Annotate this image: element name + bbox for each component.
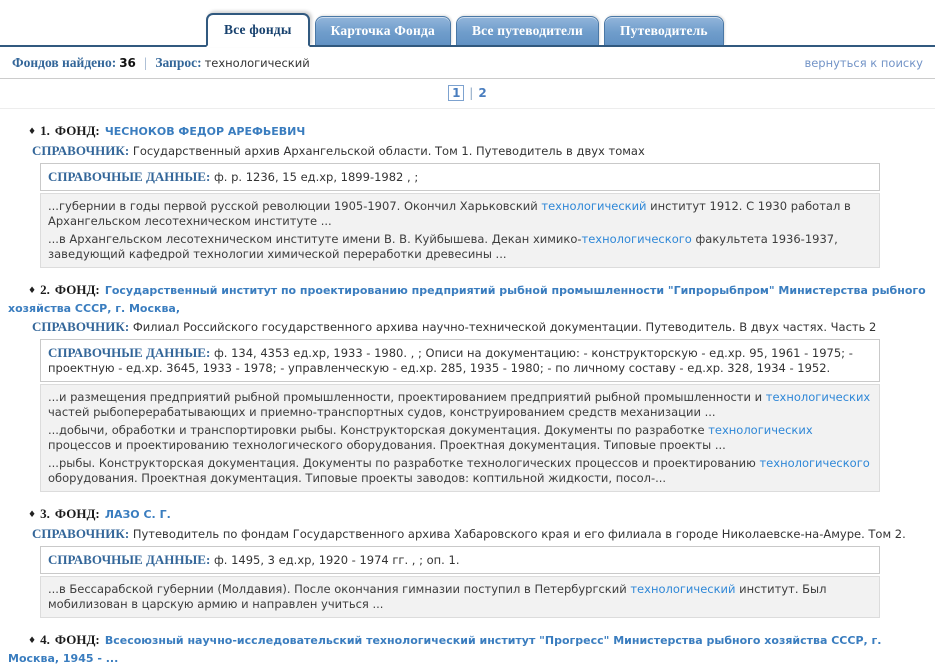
snippet-paragraph (48, 390, 872, 420)
fund-title-link[interactable]: ЛАЗО С. Г. (104, 508, 171, 521)
reference-data-label: СПРАВОЧНЫЕ ДАННЫЕ: (48, 345, 211, 360)
fund-label: ФОНД: (54, 123, 100, 138)
result-entry (0, 122, 935, 268)
fund-title-link[interactable]: Государственный институт по проектированию предприятий рыбной промышленности "Гипрорыбпром" Министерства рыбного хозяйства СССР, г. Москва, (8, 284, 926, 315)
handbook-line (0, 526, 935, 542)
reference-data-text: ф. р. 1236, 15 ед.хр, 1899-1982 , ; (213, 170, 419, 184)
query-value: технологический (204, 56, 310, 70)
handbook-text: Путеводитель по фондам Государственного архива Хабаровского края и его филиала в городе Николаевске-на-Амуре. Том 2. (132, 527, 906, 541)
bullet-icon: ♦ (28, 510, 37, 520)
snippet-paragraph (48, 456, 872, 486)
results-summary (12, 55, 310, 71)
bullet-icon: ♦ (28, 636, 37, 646)
page-2-link[interactable]: 2 (478, 86, 487, 100)
tab-all-guides[interactable]: Все путеводители (456, 16, 599, 45)
result-entry (0, 281, 935, 492)
entry-number: 4. (40, 632, 50, 647)
fund-title-link[interactable]: ЧЕСНОКОВ ФЕДОР АРЕФЬЕВИЧ (104, 125, 306, 138)
snippet-text: процессов и проектированию технологического оборудования. Проектная документация. Типовые проекты ... (48, 438, 726, 452)
bullet-icon: ♦ (28, 127, 37, 137)
handbook-text: Государственный архив Архангельской области. Том 1. Путеводитель в двух томах (132, 144, 645, 158)
results-info-bar (0, 47, 935, 79)
reference-data-box (40, 546, 880, 574)
handbook-label: СПРАВОЧНИК: (32, 526, 130, 541)
found-label: Фондов найдено: (12, 55, 117, 70)
entry-number: 2. (40, 282, 50, 297)
snippet-box (40, 384, 880, 492)
summary-separator: | (144, 55, 147, 70)
back-to-search-link[interactable]: вернуться к поиску (804, 56, 923, 70)
snippet-paragraph (48, 232, 872, 262)
snippet-box (40, 576, 880, 618)
snippet-paragraph (48, 582, 872, 612)
highlighted-term: технологический (541, 199, 647, 213)
fund-title-link[interactable]: Всесоюзный научно-исследовательский технологический институт "Прогресс" Министерства рыбного хозяйства СССР, г. Москва, 1945 - ... (8, 634, 882, 665)
entry-number: 1. (40, 123, 50, 138)
snippet-text: частей рыбоперерабатывающих и приемно-транспортных судов, конструированием средств механизации ... (48, 405, 716, 419)
handbook-line (0, 143, 935, 159)
fund-label: ФОНД: (54, 632, 100, 647)
pagination (0, 79, 935, 109)
handbook-line (0, 319, 935, 335)
highlighted-term: технологического (759, 456, 870, 470)
reference-data-label: СПРАВОЧНЫЕ ДАННЫЕ: (48, 169, 211, 184)
snippet-text: ...в Бессарабской губернии (Молдавия). После окончания гимназии поступил в Петербургский (48, 582, 631, 596)
snippet-paragraph (48, 199, 872, 229)
tab-fund-card[interactable]: Карточка Фонда (315, 16, 451, 45)
snippet-text: ...рыбы. Конструкторская документация. Документы по разработке технологических процессов и проектированию (48, 456, 760, 470)
snippet-text: институт. Был мобилизован в царскую армию и направлен учиться ... (48, 582, 827, 611)
entry-number: 3. (40, 506, 50, 521)
reference-data-box (40, 339, 880, 382)
found-count: 36 (119, 56, 136, 70)
snippet-text: ...губернии в годы первой русской революции 1905-1907. Окончил Харьковский (48, 199, 542, 213)
result-entry (0, 631, 935, 666)
snippet-text: ...и размещения предприятий рыбной промышленности, проектированием предприятий рыбной промышленности и (48, 390, 766, 404)
query-label: Запрос: (155, 55, 202, 70)
reference-data-label: СПРАВОЧНЫЕ ДАННЫЕ: (48, 552, 211, 567)
snippet-text: институт 1912. С 1930 работал в Архангельском лесотехническом институте ... (48, 199, 851, 228)
reference-data-text: ф. 134, 4353 ед.хр, 1933 - 1980. , ; Описи на документацию: - конструкторскую - ед.хр. 95, 1961 - 1975; - проектную - ед.хр. 3645, 1933 - 1978; - управленческую - ед.хр. 285, 1935 - 1980; - по личному составу - ед.хр. 328, 1934 - 1952. (48, 346, 853, 375)
reference-data-text: ф. 1495, 3 ед.хр, 1920 - 1974 гг. , ; оп. 1. (213, 553, 460, 567)
entry-head (0, 631, 935, 666)
fund-label: ФОНД: (54, 282, 100, 297)
fund-label: ФОНД: (54, 506, 100, 521)
snippet-text: ...в Архангельском лесотехническом институте имени В. В. Куйбышева. Декан химико- (48, 232, 582, 246)
highlighted-term: технологических (765, 390, 871, 404)
entry-head (0, 281, 935, 316)
tab-all-funds[interactable]: Все фонды (206, 13, 310, 47)
bullet-icon: ♦ (28, 286, 37, 296)
result-entry (0, 505, 935, 618)
page-separator: | (469, 86, 474, 100)
entry-head (0, 505, 935, 523)
handbook-label: СПРАВОЧНИК: (32, 319, 130, 334)
snippet-paragraph (48, 423, 872, 453)
snippet-text: оборудования. Проектная документация. Типовые проекты заводов: коптильной жидкости, посол-... (48, 471, 667, 485)
highlighted-term: технологических (708, 423, 813, 437)
highlighted-term: технологического (581, 232, 692, 246)
handbook-text: Филиал Российского государственного архива научно-технической документации. Путеводитель. В двух частях. Часть 2 (132, 320, 877, 334)
page-current: 1 (448, 85, 464, 101)
snippet-text: факультета 1936-1937, заведующий кафедрой технологии химической переработки древесины ... (48, 232, 838, 261)
reference-data-box (40, 163, 880, 191)
highlighted-term: технологический (630, 582, 736, 596)
snippet-text: ...добычи, обработки и транспортировки рыбы. Конструкторская документация. Документы по разработке (48, 423, 709, 437)
tabs-bar (0, 0, 935, 47)
snippet-box (40, 193, 880, 268)
entry-head (0, 122, 935, 140)
tab-guide[interactable]: Путеводитель (604, 16, 724, 45)
results-list (0, 109, 935, 666)
handbook-label: СПРАВОЧНИК: (32, 143, 130, 158)
